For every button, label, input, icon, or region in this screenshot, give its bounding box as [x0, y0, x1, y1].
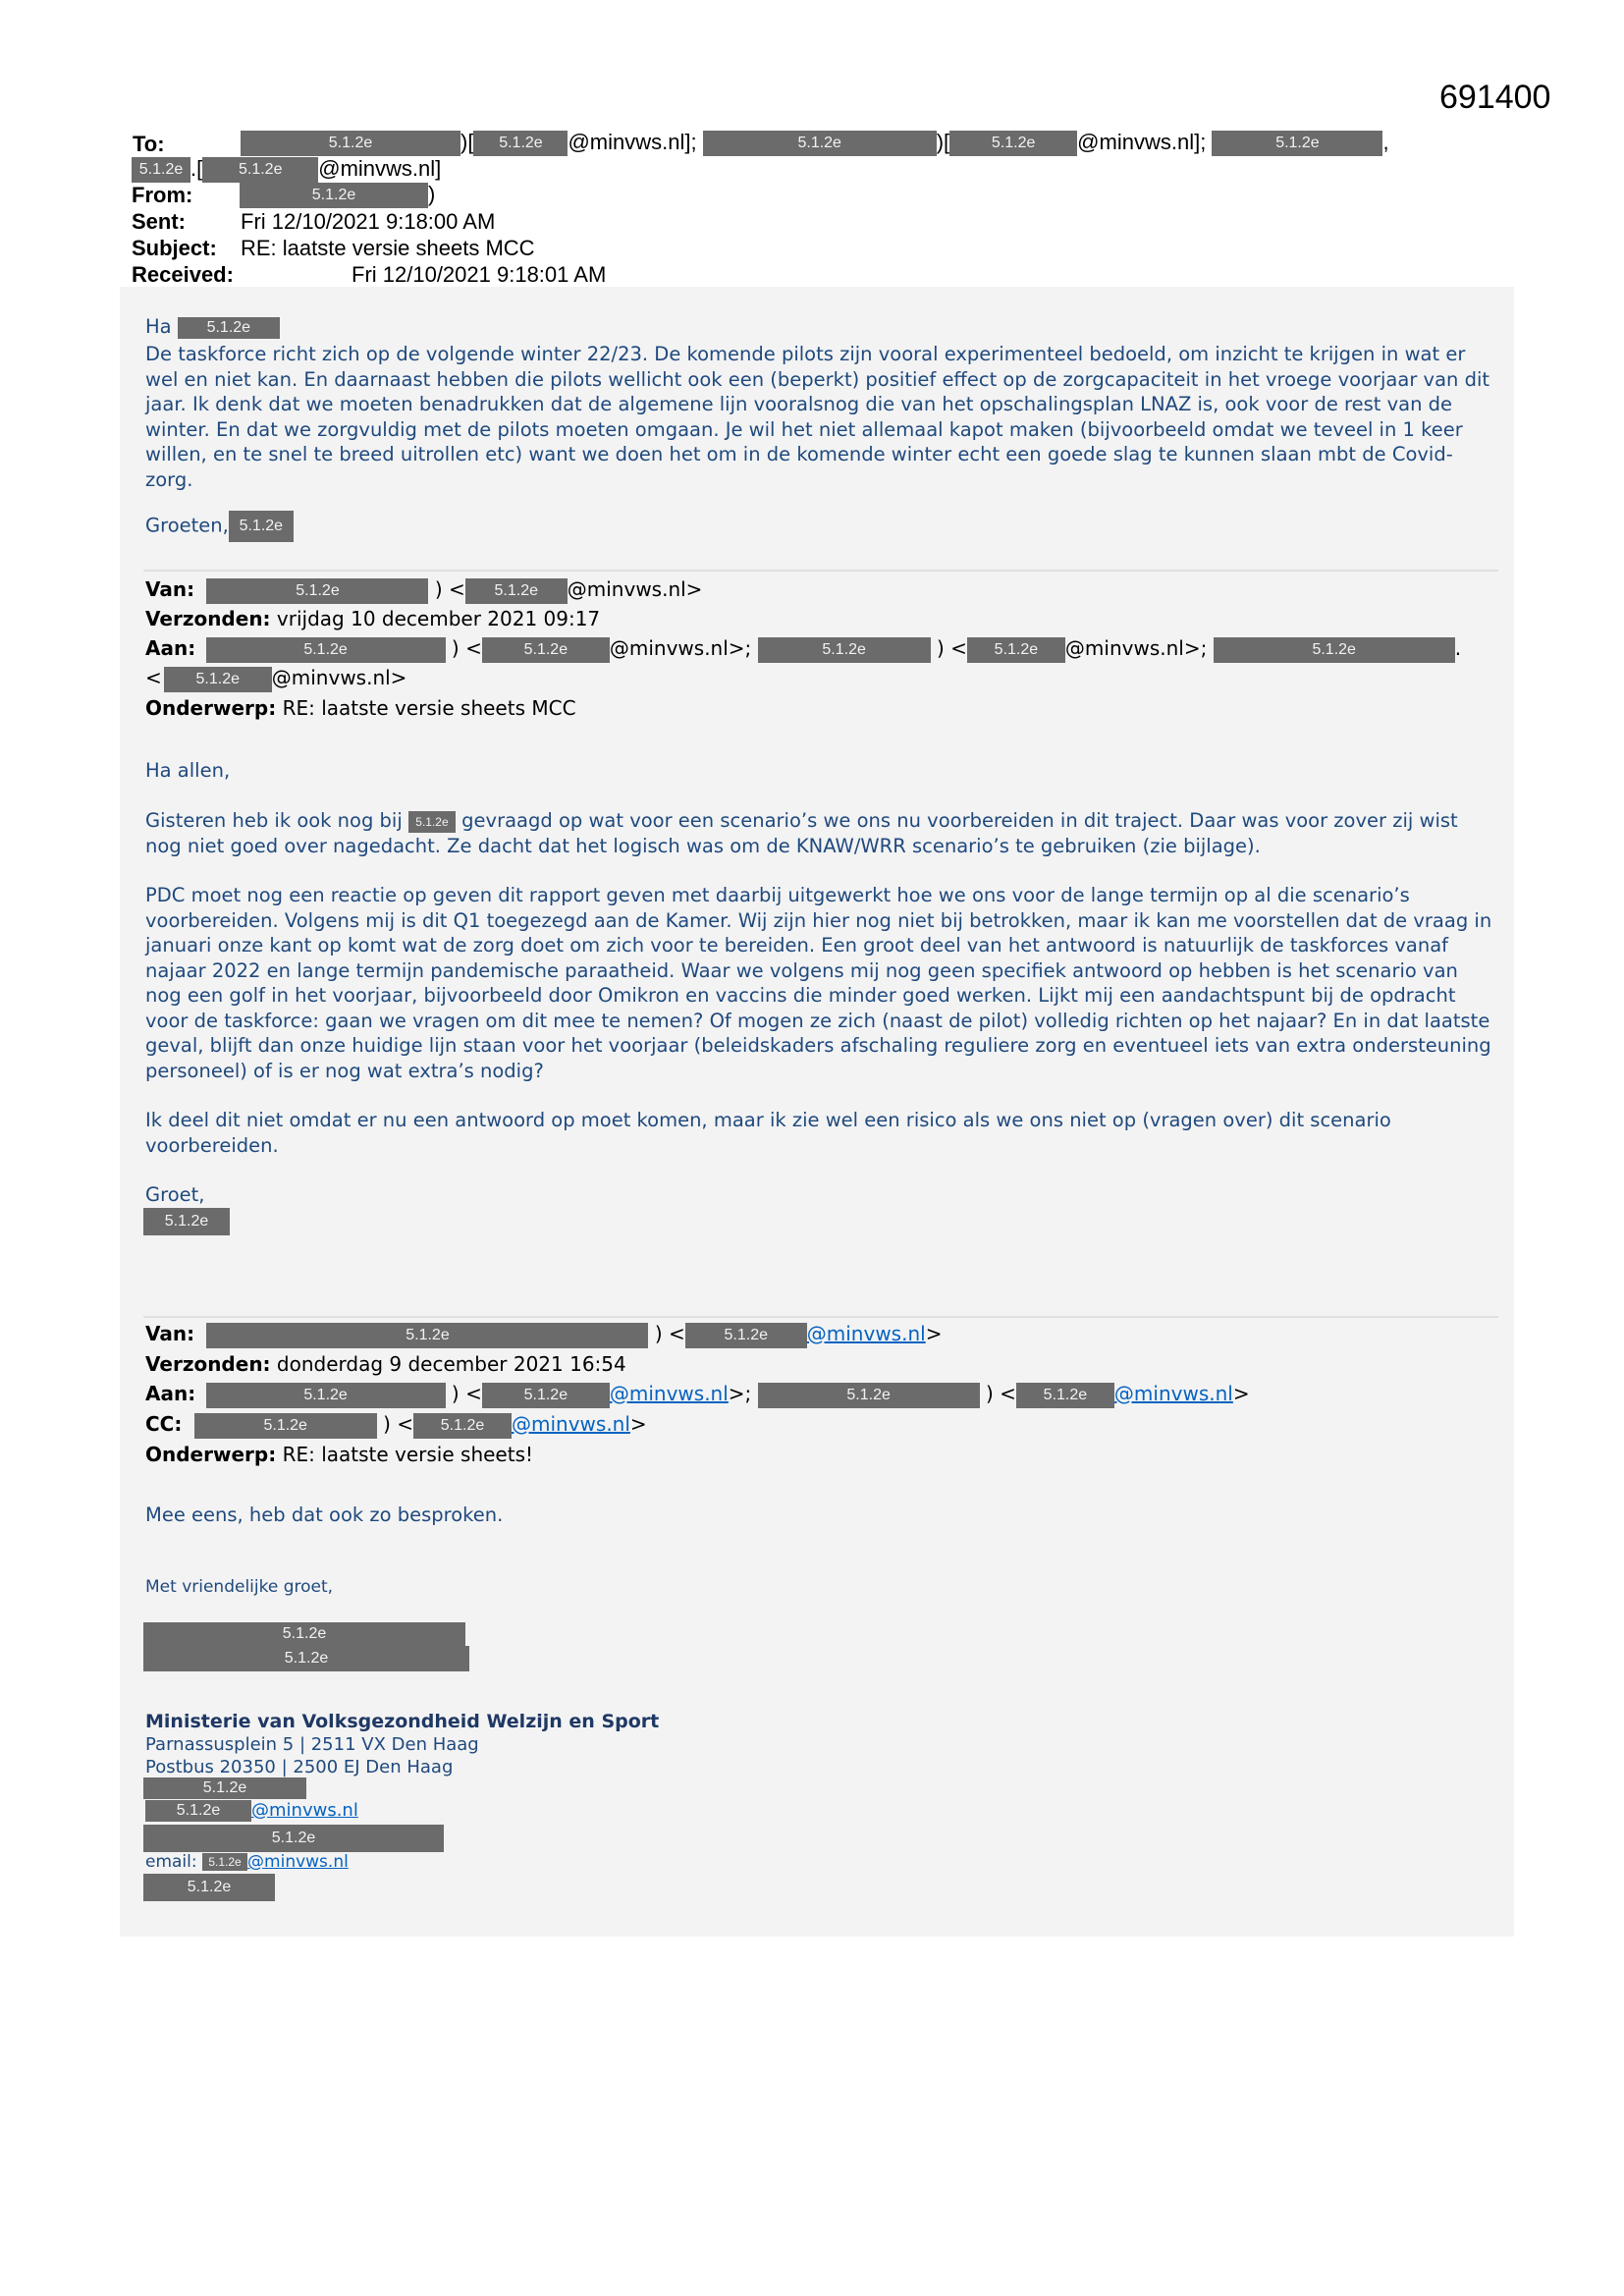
msg2-aan: Aan: 5.1.2e ) < 5.1.2e @minvws.nl>; 5.1.2e ) < 5.1.2e @minvws.nl>; 5.1.2e . [145, 633, 1461, 663]
signature-email-row [145, 1799, 358, 1822]
msg3-closing: Met vriendelijke groet, [145, 1577, 334, 1597]
email-link[interactable]: @minvws.nl [247, 1852, 349, 1872]
reply1-closing: Groeten, 5.1.2e [145, 511, 1500, 542]
reply1-greeting: Ha 5.1.2e [145, 314, 1500, 340]
redaction: 5.1.2e [202, 157, 318, 183]
subject-label: Subject: [132, 236, 217, 260]
msg2-aan-cont: < 5.1.2e @minvws.nl> [145, 663, 406, 692]
email-domain: @minvws.nl]; [568, 130, 697, 154]
redaction: 5.1.2e [1212, 131, 1382, 156]
redaction: 5.1.2e [143, 1208, 230, 1235]
redaction: 5.1.2e [758, 637, 931, 663]
msg2-van: Van: 5.1.2e ) < 5.1.2e @minvws.nl> [145, 574, 702, 604]
email-link[interactable]: @minvws.nl [609, 1382, 729, 1405]
msg2-paragraph-1: Gisteren heb ik ook nog bij 5.1.2e gevraagd op wat voor een scenario’s we ons nu voorbereiden in dit traject. Daar was voor zover zij wist nog niet goed over nagedacht. Ze dacht dat het logisch was om de KNAW/WRR scenario’s te gebruiken (zie bijlage). [145, 809, 1458, 857]
redaction: 5.1.2e [473, 131, 568, 156]
redaction: 5.1.2e [206, 578, 428, 604]
redaction: 5.1.2e [145, 1800, 251, 1822]
redaction: 5.1.2e [143, 1874, 275, 1901]
email-link[interactable]: @minvws.nl [512, 1412, 630, 1436]
redaction: 5.1.2e [206, 1323, 648, 1348]
msg2-greeting: Ha allen, [145, 759, 231, 782]
msg2-paragraph-3: Ik deel dit niet omdat er nu een antwoord op moet komen, maar ik zie wel een risico als we ons niet op (vragen over) dit scenario voorbereiden. [145, 1109, 1391, 1157]
msg3-cc: CC: 5.1.2e ) < 5.1.2e @minvws.nl> [145, 1409, 647, 1439]
reply1-paragraph: De taskforce richt zich op de volgende winter 22/23. De komende pilots zijn vooral experimenteel bedoeld, om inzicht te krijgen in wat er wel en niet kan. En daarnaast hebben die pilots wellicht ook een (beperkt) positief effect op de zorgcapaciteit in het vroege voorjaar van dit jaar. Ik denk dat we moeten benadrukken dat de algemene lijn vooralsnog die van het opschalingsplan LNAZ is, ook voor de rest van de winter. En dat we zorgvuldig met de pilots moeten omgaan. Je wil het niet allemaal kapot maken (bijvoorbeeld omdat we teveel in 1 keer willen, en te snel te breed uitrollen etc) want we doen het om in de komende winter echt een goede slag te kunnen slaan mbt de Covid-zorg. [145, 343, 1490, 491]
email-link[interactable]: @minvws.nl [1113, 1382, 1233, 1405]
received-label: Received: [132, 262, 234, 287]
redaction: 5.1.2e [143, 1825, 444, 1852]
email-domain: @minvws.nl]; [1077, 130, 1207, 154]
msg3-aan: Aan: 5.1.2e ) < 5.1.2e @minvws.nl>; 5.1.2e ) < 5.1.2e @minvws.nl> [145, 1379, 1250, 1408]
redaction: 5.1.2e [703, 131, 937, 156]
to-row [133, 131, 165, 157]
signature-redaction-1 [143, 1777, 306, 1799]
subject-value: RE: laatste versie sheets MCC [241, 236, 535, 260]
signature-address-1: Parnassusplein 5 | 2511 VX Den Haag [145, 1734, 479, 1755]
msg2-verzonden: Verzonden: vrijdag 10 december 2021 09:17 [145, 607, 601, 630]
sent-label: Sent: [132, 209, 186, 234]
signature-address-2: Postbus 20350 | 2500 EJ Den Haag [145, 1757, 454, 1777]
redaction: 5.1.2e [685, 1323, 807, 1348]
redaction: 5.1.2e [413, 1413, 512, 1439]
msg2-closing: Groet, [145, 1183, 205, 1206]
redaction: 5.1.2e [206, 637, 446, 663]
to-recipients: 5.1.2e )[ 5.1.2e @minvws.nl]; 5.1.2e )[ 5.1.2e @minvws.nl]; 5.1.2e , [241, 129, 1389, 156]
redaction: 5.1.2e [229, 511, 294, 542]
redaction: 5.1.2e [143, 1646, 469, 1671]
redaction: 5.1.2e [164, 667, 272, 692]
redaction: 5.1.2e [408, 811, 456, 833]
received-row [132, 261, 234, 288]
document-id: 691400 [1439, 79, 1551, 116]
redaction: 5.1.2e [482, 637, 610, 663]
redaction: 5.1.2e [194, 1413, 377, 1439]
redaction: 5.1.2e [1016, 1383, 1114, 1408]
redaction: 5.1.2e [202, 1853, 247, 1871]
sent-row [132, 208, 186, 235]
redaction: 5.1.2e [1214, 637, 1455, 663]
redaction: 5.1.2e [178, 317, 280, 339]
from-row [132, 182, 192, 208]
received-value: Fri 12/10/2021 9:18:01 AM [352, 262, 607, 287]
from-label: From: [132, 183, 193, 207]
redaction: 5.1.2e [967, 637, 1065, 663]
msg3-van: Van: 5.1.2e ) < 5.1.2e @minvws.nl> [145, 1319, 942, 1348]
email-domain: @minvws.nl] [318, 156, 442, 181]
sent-value: Fri 12/10/2021 9:18:00 AM [241, 209, 496, 234]
msg3-verzonden: Verzonden: donderdag 9 december 2021 16:54 [145, 1352, 626, 1376]
redaction: 5.1.2e [465, 578, 568, 604]
email-link[interactable]: @minvws.nl [806, 1322, 926, 1345]
redaction: 5.1.2e [949, 131, 1077, 156]
from-value: 5.1.2e ) [240, 181, 435, 208]
msg2-signer [143, 1208, 230, 1235]
redaction: 5.1.2e [132, 157, 190, 183]
signature-redaction-2 [143, 1825, 444, 1852]
msg3-signer-block [143, 1622, 469, 1671]
subject-row [132, 235, 217, 261]
redaction: 5.1.2e [143, 1777, 306, 1799]
email-link[interactable]: @minvws.nl [251, 1800, 358, 1821]
msg2-onderwerp: Onderwerp: RE: laatste versie sheets MCC [145, 696, 576, 720]
divider [143, 1316, 1498, 1318]
to-label: To: [133, 132, 165, 156]
msg2-paragraph-2: PDC moet nog een reactie op geven dit rapport geven met daarbij uitgewerkt hoe we ons voor de lange termijn op al die scenario’s voorbereiden. Volgens mij is dit Q1 toegezegd aan de Kamer. Wij zijn hier nog niet bij betrokken, maar ik kan me voorstellen dat de vraag in januari onze kant op komt wat de zorg doet om zich voor te bereiden. Een groot deel van het antwoord is natuurlijk de taskforces vanaf najaar 2022 en lange termijn pandemische paraatheid. Waar we volgens mij nog geen specifiek antwoord op hebben is het scenario van nog een golf in het voorjaar, bijvoorbeeld door Omikron en vaccins die minder goed werken. Lijkt mij een aandachtspunt bij de opdracht voor de taskforce: gaan we vragen om dit mee te nemen? Of mogen ze zich (naast de pilot) volledig richten op het najaar? En in dat laatste geval, blijft dan onze huidige lijn staan voor het voorjaar (beleidskaders afschaling reguliere zorg en eventueel iets van extra ondersteuning personeel) of is er nog wat extra’s nodig? [145, 884, 1492, 1082]
signature-org: Ministerie van Volksgezondheid Welzijn en Sport [145, 1711, 660, 1732]
signature-email-line: email: 5.1.2e @minvws.nl [145, 1852, 349, 1872]
redaction: 5.1.2e [241, 131, 460, 156]
redaction: 5.1.2e [482, 1383, 610, 1408]
redaction: 5.1.2e [240, 183, 428, 208]
msg3-body: Mee eens, heb dat ook zo besproken. [145, 1503, 504, 1526]
redaction: 5.1.2e [143, 1622, 465, 1646]
divider [143, 570, 1498, 572]
redaction: 5.1.2e [758, 1383, 980, 1408]
msg3-onderwerp: Onderwerp: RE: laatste versie sheets! [145, 1443, 534, 1466]
to-recipients-cont: 5.1.2e .[ 5.1.2e @minvws.nl] [132, 155, 441, 183]
signature-redaction-3 [143, 1874, 275, 1901]
redaction: 5.1.2e [206, 1383, 446, 1408]
